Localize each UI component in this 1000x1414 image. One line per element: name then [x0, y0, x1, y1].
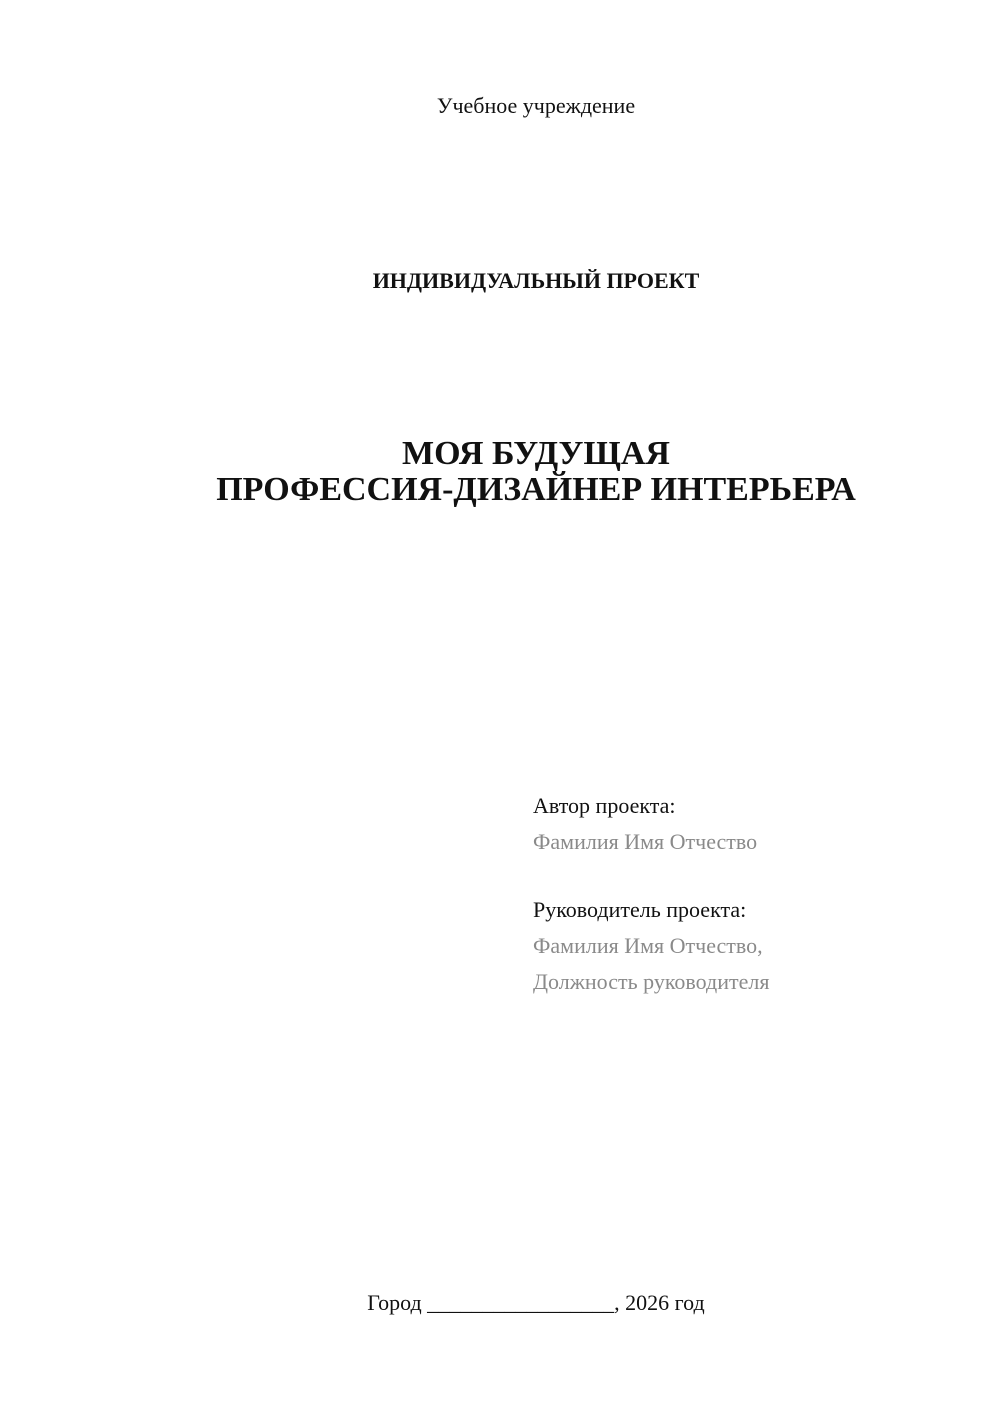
project-title: [0, 436, 1000, 508]
project-title-line-2: ПРОФЕССИЯ-ДИЗАЙНЕР ИНТЕРЬЕРА: [216, 471, 856, 508]
document-type-heading: ИНДИВИДУАЛЬНЫЙ ПРОЕКТ: [372, 268, 700, 293]
supervisor-label: Руководитель проекта:: [533, 897, 747, 922]
city-year-line: Город _________________, 2026 год: [367, 1290, 705, 1315]
authors-block: [533, 788, 973, 1000]
supervisor-name: Фамилия Имя Отчество,: [533, 933, 763, 958]
authors-spacer: [533, 860, 973, 892]
project-title-line-1: МОЯ БУДУЩАЯ: [402, 435, 670, 472]
author-label: Автор проекта:: [533, 793, 676, 818]
supervisor-position: Должность руководителя: [533, 969, 770, 994]
author-name: Фамилия Имя Отчество: [533, 829, 758, 854]
institution-name: Учебное учреждение: [436, 93, 636, 118]
